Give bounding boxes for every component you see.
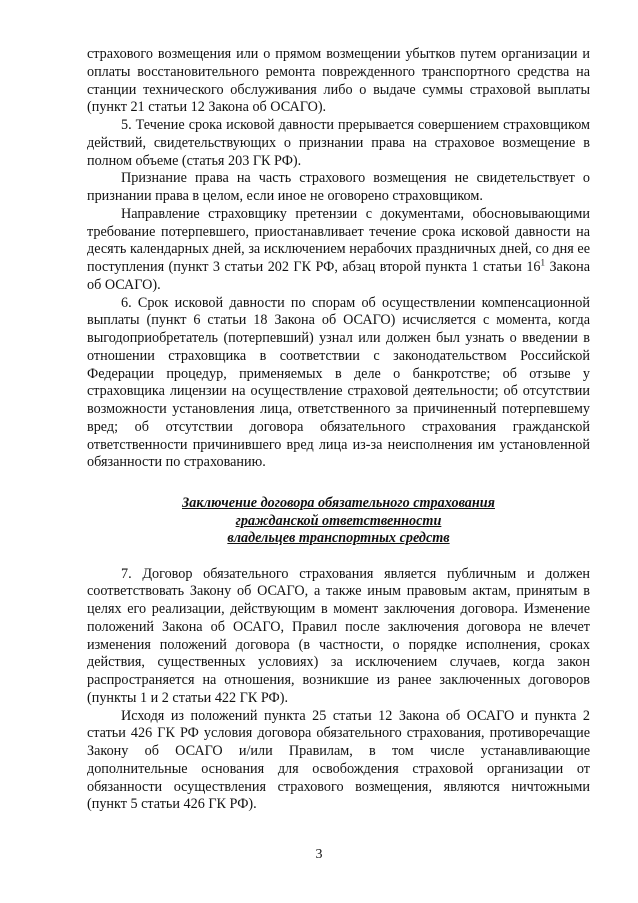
paragraph-item-5: 5. Течение срока исковой давности прерывается совершением страховщиком действий, свидетельствующих о признании права на страховое возмещение в полном объеме (статья 203 ГК РФ). xyxy=(87,117,590,169)
paragraph-partial-recognition: Признание права на часть страхового возмещения не свидетельствует о признании права в целом, если иное не оговорено страховщиком. xyxy=(87,170,590,204)
claim-direction-text: Направление страховщику претензии с документами, обосновывающими требование потерпевшего, приостанавливает течение срока исковой давности на десять календарных дней, за исключением нерабочих праздничных дней, со дня ее поступления (пункт 3 статьи 202 ГК РФ, абзац второй пункта 1 статьи 16 xyxy=(87,205,590,275)
document-body xyxy=(87,46,590,814)
section-heading-line-2: гражданской ответственности xyxy=(235,512,442,529)
paragraph-item-7: 7. Договор обязательного страхования является публичным и должен соответствовать Закону об ОСАГО, а также иным правовым актам, принятым в целях его реализации, действующим в момент заключения договора. Изменение положений Закона об ОСАГО, Правил после заключения договора не влечет изменения положений договора (в частности, о порядке исполнения, сроках действия, существенных условиях) за исключением случаев, когда закон распространяется на отношения, возникшие из ранее заключенных договоров (пункты 1 и 2 статьи 422 ГК РФ). xyxy=(87,565,590,706)
section-heading-line-1: Заключение договора обязательного страхования xyxy=(182,495,495,511)
section-heading xyxy=(87,495,590,548)
article-superscript: 1 xyxy=(540,257,546,268)
section-heading-line-3: владельцев транспортных средств xyxy=(227,530,450,546)
paragraph-item-6: 6. Срок исковой давности по спорам об осуществлении компенсационной выплаты (пункт 6 статьи 18 Закона об ОСАГО) исчисляется с момента, когда выгодоприобретатель (потерпевший) узнал или должен был узнать о введении в отношении страховщика в соответствии с законодательством Российской Федерации процедур, применяемых в деле о банкротстве; об отзыве у страховщика лицензии на осуществление страховой деятельности; об отсутствии возможности установления лица, ответственного за причиненный потерпевшему вред; об отсутствии договора обязательного страхования гражданской ответственности причинившего вред лица из-за неисполнения им установленной обязанности по страхованию. xyxy=(87,294,590,471)
page-number: 3 xyxy=(315,847,323,862)
paragraph-continuation: страхового возмещения или о прямом возмещении убытков путем организации и оплаты восстановительного ремонта поврежденного транспортного средства на станции технического обслуживания либо о выдаче суммы страховой выплаты (пункт 21 статьи 12 Закона об ОСАГО). xyxy=(87,46,590,116)
claim-direction-text-end: Закона об ОСАГО). xyxy=(87,259,591,293)
paragraph-void-conditions: Исходя из положений пункта 25 статьи 12 Закона об ОСАГО и пункта 2 статьи 426 ГК РФ условия договора обязательного страхования, противоречащие Закону об ОСАГО и/или Правилам, в том числе устанавливающие дополнительные основания для освобождения страховой организации от обязанности осуществления страхового возмещения, являются ничтожными (пункт 5 статьи 426 ГК РФ). xyxy=(87,707,590,813)
paragraph-claim-direction xyxy=(87,206,590,295)
